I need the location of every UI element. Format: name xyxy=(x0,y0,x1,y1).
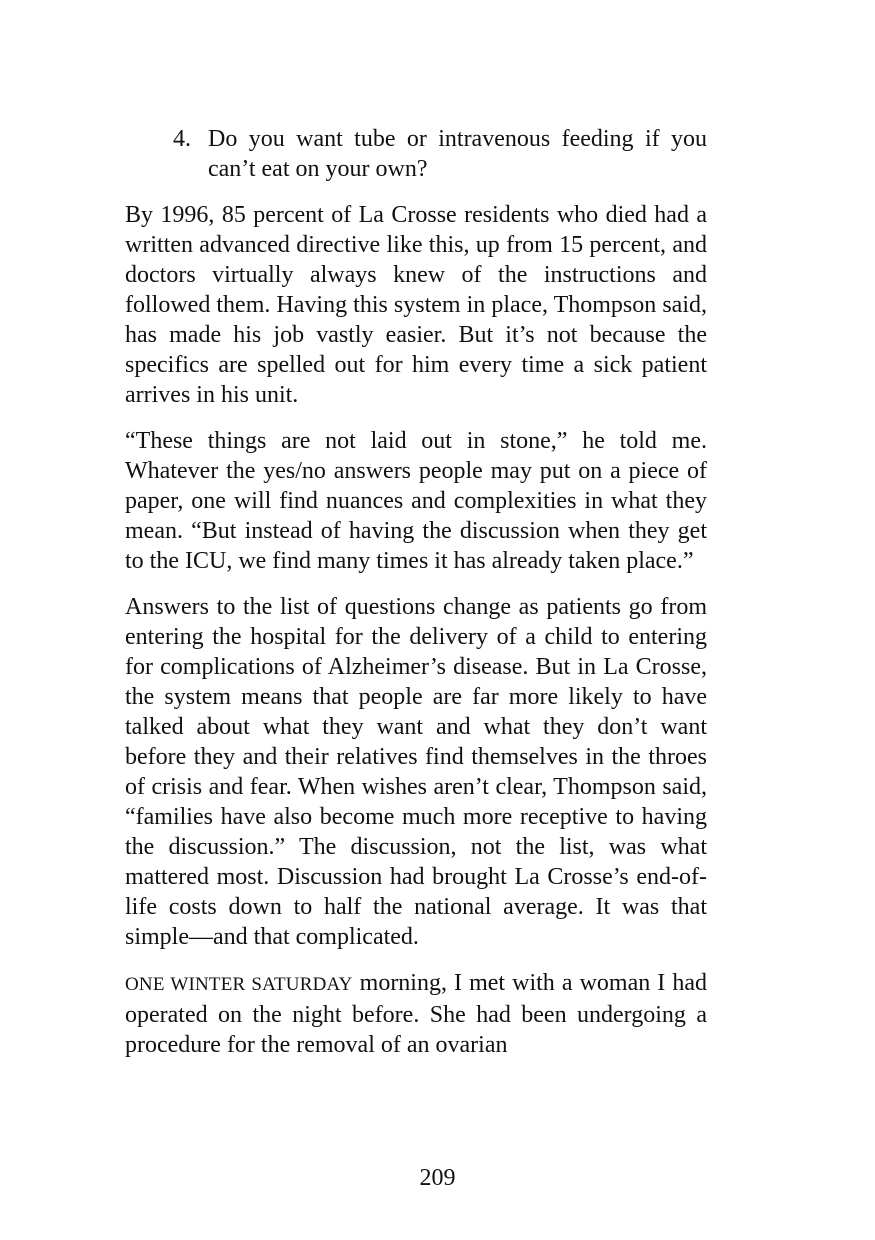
paragraph-continuation: morning, I met with a woman I had operated on the night before. She had been undergoing a procedure for the removal of an ovarian xyxy=(125,970,707,1058)
list-item-text: Do you want tube or intravenous feeding if you can’t eat on your own? xyxy=(208,126,707,182)
page-number: 209 xyxy=(419,1165,456,1191)
paragraph-not-laid-in-stone: “These things are not laid out in stone,” he told me. Whatever the yes/no answers people may put on a piece of paper, one will find nuances and complexities in what they mean. “But instead of having the discussion when they get to the ICU, we find many times it has already taken place.” xyxy=(125,428,707,574)
numbered-list-item xyxy=(173,124,707,184)
paragraph-answers-change: Answers to the list of questions change as patients go from entering the hospital for the delivery of a child to entering for complications of Alzheimer’s disease. But in La Crosse, the system means that people are far more likely to have talked about what they want and what they don’t want before they and their relatives find themselves in the throes of crisis and fear. When wishes aren’t clear, Thompson said, “families have also become much more receptive to having the discussion.” The discussion, not the list, was what mattered most. Discussion had brought La Crosse’s end-of-life costs down to half the national average. It was that simple—and that complicated. xyxy=(125,594,707,950)
list-item-number: 4. xyxy=(173,126,191,152)
paragraph-advance-directives: By 1996, 85 percent of La Crosse residents who died had a written advanced directive like this, up from 15 percent, and doctors virtually always knew of the instructions and followed them. Having this system in place, Thompson said, has made his job vastly easier. But it’s not because the specifics are spelled out for him every time a sick patient arrives in his unit. xyxy=(125,202,707,408)
section-lead-small-caps: ONE WINTER SATURDAY xyxy=(125,974,353,995)
body-text xyxy=(125,124,707,1060)
paragraph-winter-saturday xyxy=(125,968,707,1060)
